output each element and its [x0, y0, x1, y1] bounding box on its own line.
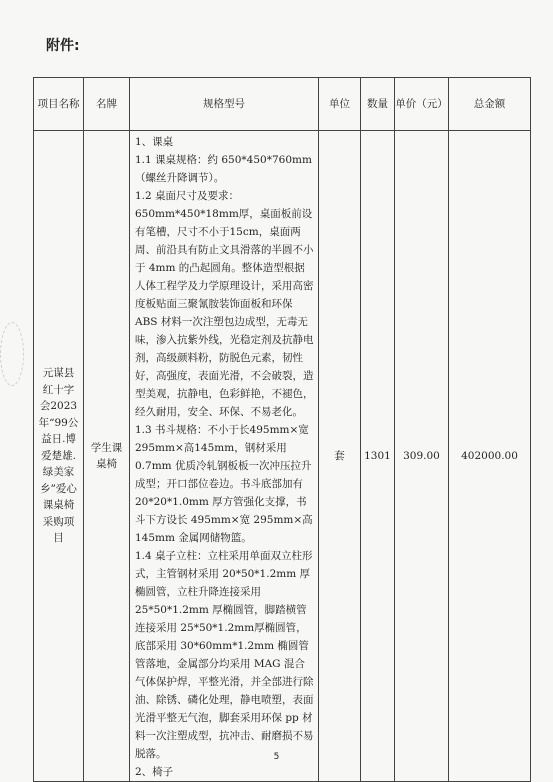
- header-brand: 名牌: [84, 78, 130, 131]
- cell-unit: 套: [319, 131, 361, 782]
- header-project: 项目名称: [34, 78, 84, 131]
- cell-project: 元谋县红十字会2023年“99公益日.博爱楚雄.绿美家乡”爱心课桌椅采购项目: [34, 131, 84, 782]
- spec-line: 2、椅子: [135, 766, 174, 778]
- seal-stamp-fragment: [0, 322, 24, 386]
- header-unit-price: 单价（元）: [395, 78, 449, 131]
- cell-spec: [130, 131, 319, 782]
- cell-quantity: 1301: [361, 131, 395, 782]
- spec-line: 1.1 课桌规格：约 650*450*760mm（螺丝升降调节）。: [135, 154, 312, 184]
- spec-line: 1.3 书斗规格：不小于长495mm×宽295mm×高145mm，钢材采用 0.7mm 优质冷轧钢板板一次冲压拉升成型；开口部位卷边。书斗底部加有 20*20*1.0mm 厚方管强化支撑，书斗下方设长 495mm×宽 295mm×高 145mm 金属网储物篮。: [135, 424, 313, 544]
- table-header-row: [34, 78, 531, 131]
- cell-total: 402000.00: [449, 131, 531, 782]
- spec-line: 1.4 桌子立柱：立柱采用单面双立柱形式，主管钢材采用 20*50*1.2mm 厚椭圆管，立柱升降连接采用 25*50*1.2mm 厚椭圆管，脚踏横管连接采用 25*50*1.2mm厚椭圆管，底部采用 30*60mm*1.2mm 椭圆管管落地，金属部分均采用 MAG 混合气体保护焊，平整光滑，并全部进行除油、除锈、磷化处理，静电喷塑，表面光滑平整无气泡，脚套采用环保 pp 材料一次注塑成型，抗冲击、耐磨损不易脱落。: [135, 550, 314, 760]
- cell-brand: 学生课桌椅: [84, 131, 130, 782]
- table-row: [34, 131, 531, 782]
- header-quantity: 数量: [361, 78, 395, 131]
- header-unit: 单位: [319, 78, 361, 131]
- cell-unit-price: 309.00: [395, 131, 449, 782]
- attachment-heading: 附件:: [46, 38, 80, 54]
- spec-line: 1、课桌: [135, 136, 174, 148]
- spec-line: 1.2 桌面尺寸及要求：650mm*450*18mm厚，桌面板前设有笔槽，尺寸不小于15cm，桌面两周、前沿具有防止文具滑落的半圆不小于 4mm 的凸起圆角。整体造型根据人体工程学及力学原理设计，采用高密度板贴面三聚氰胺装饰面板和环保 ABS 材料一次注塑包边成型，无毒无味，渗入抗紫外线，光稳定剂及抗静电剂，高级颜料粉，防脱色元素，韧性好，高强度，表面光滑，不会破裂，造型美观，抗静电，色彩鲜艳，不褪色，经久耐用，安全、环保、不易老化。: [135, 190, 314, 418]
- header-total: 总金额: [449, 78, 531, 131]
- page-number: 5: [273, 752, 280, 762]
- header-spec: 规格型号: [130, 78, 319, 131]
- procurement-table: [33, 77, 531, 782]
